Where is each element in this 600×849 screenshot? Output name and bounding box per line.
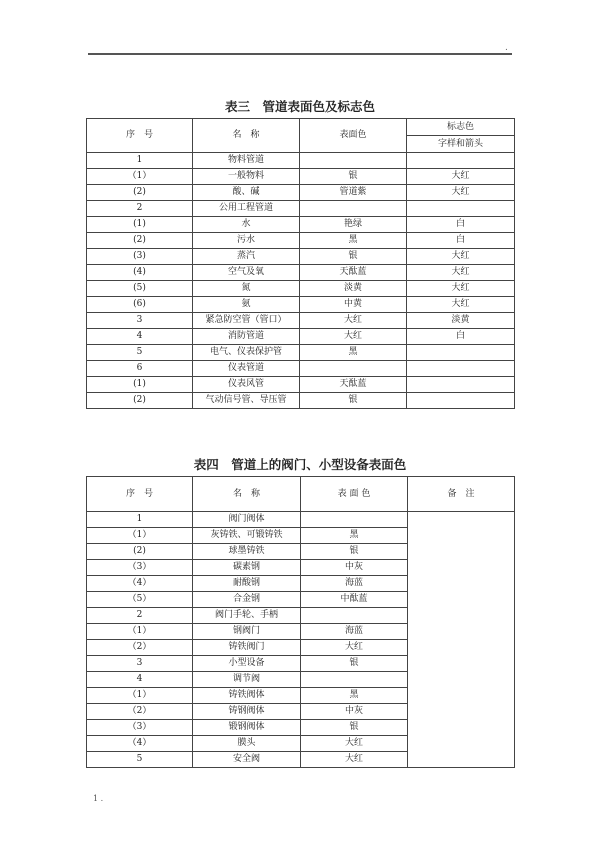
table4-cell-name: 安全阀 [193,752,301,768]
table3-cell-surface: 银 [300,393,407,409]
table3-cell-surface: 淡黄 [300,281,407,297]
table3-cell-name: 仪表风管 [193,377,300,393]
table4-cell-no: 4 [87,672,193,688]
table3-cell-no: (2) [87,393,193,409]
table3-cell-name: 水 [193,217,300,233]
table4-cell-name: 碳素钢 [193,560,301,576]
table4-cell-surface: 黑 [301,528,408,544]
table3-cell-no: (4) [87,265,193,281]
table4-cell-name: 钢阀门 [193,624,301,640]
table3-header-name: 名 称 [193,119,300,153]
table4-title: 表四 管道上的阀门、小型设备表面色 [193,457,407,472]
table4-cell-name: 膜头 [193,736,301,752]
table4-cell-surface [301,608,408,624]
table4-cell-name: 球墨铸铁 [193,544,301,560]
table4-cell-no: 1 [87,512,193,528]
header-rule [88,53,512,55]
table3-cell-name: 消防管道 [193,329,300,345]
table4-cell-name: 铸铁阀门 [193,640,301,656]
table3-cell-mark [407,377,515,393]
table3-cell-no: (5) [87,281,193,297]
table3-cell-mark [407,361,515,377]
table3-cell-no: (2) [87,233,193,249]
table4-cell-name: 阀门手轮、手柄 [193,608,301,624]
table3-cell-no: (6) [87,297,193,313]
table3-row [87,217,515,233]
table3-cell-surface [300,361,407,377]
table3-cell-name: 电气、仪表保护管 [193,345,300,361]
page-footer-mark: 1 . [93,794,104,803]
table3-cell-no: (3) [87,249,193,265]
table4-cell-surface: 海蓝 [301,576,408,592]
table3-cell-name: 紧急防空管（管口） [193,313,300,329]
table3-cell-no: (1) [87,377,193,393]
table3-cell-name: 物料管道 [193,153,300,169]
table3-cell-mark: 白 [407,217,515,233]
table3-cell-mark: 大红 [407,185,515,201]
table3-cell-mark [407,345,515,361]
table3-cell-no: 6 [87,361,193,377]
table3-cell-mark: 大红 [407,265,515,281]
table3-cell-surface: 中黄 [300,297,407,313]
table4-cell-no: （1） [87,688,193,704]
table3-cell-mark: 淡黄 [407,313,515,329]
table3-cell-mark [407,201,515,217]
table3-cell-mark: 大红 [407,297,515,313]
table3-cell-mark [407,393,515,409]
table3-cell-name: 氮 [193,281,300,297]
table3-row [87,329,515,345]
table3-row [87,297,515,313]
table3-cell-no: 1 [87,153,193,169]
table3-row [87,201,515,217]
table3-cell-no: 4 [87,329,193,345]
table4-cell-name: 铸铁阀体 [193,688,301,704]
table3-cell-surface: 银 [300,249,407,265]
table3-row [87,153,515,169]
table3-cell-surface: 天酞蓝 [300,377,407,393]
table4-cell-name: 小型设备 [193,656,301,672]
table4-cell-no: (2) [87,544,193,560]
table3-row [87,345,515,361]
table3-cell-surface: 管道紫 [300,185,407,201]
table3-cell-name: 蒸汽 [193,249,300,265]
table4-row [87,512,515,528]
table4-cell-no: （2） [87,640,193,656]
table3-cell-name: 气动信号管、导压管 [193,393,300,409]
table4-cell-no: （4） [87,736,193,752]
table4-cell-surface: 中灰 [301,560,408,576]
table3-row [87,377,515,393]
table3-cell-name: 氨 [193,297,300,313]
table4-cell-no: （1） [87,624,193,640]
table4-cell-no: （3） [87,720,193,736]
table3-cell-mark: 大红 [407,249,515,265]
table4-cell-surface: 中灰 [301,704,408,720]
table4-cell-surface: 大红 [301,752,408,768]
table3-cell-no: (2) [87,185,193,201]
table3-cell-surface: 艳绿 [300,217,407,233]
table3-cell-mark: 大红 [407,281,515,297]
table3-row [87,233,515,249]
table3-cell-name: 污水 [193,233,300,249]
table4-cell-name: 耐酸钢 [193,576,301,592]
table3-row [87,169,515,185]
table3-cell-no: 5 [87,345,193,361]
table3-cell-no: (1) [87,217,193,233]
table4-cell-name: 灰铸铁、可锻铸铁 [193,528,301,544]
table3-header-mark: 标志色 [407,119,515,136]
table3-row [87,185,515,201]
table4-cell-no: 5 [87,752,193,768]
table3-header-surface: 表面色 [300,119,407,153]
table3-row [87,249,515,265]
table3-cell-no: 3 [87,313,193,329]
table4-cell-surface [301,672,408,688]
table4-cell-surface: 大红 [301,736,408,752]
table3-cell-surface: 大红 [300,329,407,345]
table4-cell-no: （1） [87,528,193,544]
table4-cell-no: （2） [87,704,193,720]
table3-cell-surface [300,201,407,217]
table4-cell-no: （4） [87,576,193,592]
table3-cell-surface: 黑 [300,345,407,361]
table4-header-no: 序 号 [87,477,193,512]
table3 [86,118,515,409]
table4-cell-no: （3） [87,560,193,576]
table3-cell-no: 2 [87,201,193,217]
table4-cell-name: 铸钢阀体 [193,704,301,720]
table4-cell-no: 3 [87,656,193,672]
table3-header-no: 序 号 [87,119,193,153]
table3-cell-name: 公用工程管道 [193,201,300,217]
table3-row [87,361,515,377]
table4-cell-no: 2 [87,608,193,624]
table4-cell-surface: 中酞蓝 [301,592,408,608]
table4-cell-surface: 银 [301,720,408,736]
table3-cell-mark: 白 [407,329,515,345]
table3-cell-name: 仪表管道 [193,361,300,377]
table4-cell-surface: 大红 [301,640,408,656]
table3-row [87,265,515,281]
table4-cell-surface: 海蓝 [301,624,408,640]
table3-row [87,313,515,329]
table4-cell-name: 调节阀 [193,672,301,688]
table3-cell-mark: 白 [407,233,515,249]
table3-cell-mark: 大红 [407,169,515,185]
table3-cell-name: 一般物料 [193,169,300,185]
table4-remark-cell [408,512,515,768]
table3-cell-surface: 黑 [300,233,407,249]
table4-cell-surface: 银 [301,544,408,560]
table3-cell-surface [300,153,407,169]
table3-cell-name: 空气及氧 [193,265,300,281]
table3-cell-surface: 大红 [300,313,407,329]
table4-cell-surface [301,512,408,528]
table3-cell-surface: 天酞蓝 [300,265,407,281]
header-mark: . [505,43,508,53]
table4-header-remark: 备 注 [408,477,515,512]
table4-cell-surface: 银 [301,656,408,672]
table3-cell-name: 酸、碱 [193,185,300,201]
table3-cell-no: （1） [87,169,193,185]
table4-cell-name: 合金钢 [193,592,301,608]
table4-cell-surface: 黑 [301,688,408,704]
table3-title: 表三 管道表面色及标志色 [224,99,375,114]
table4-cell-no: （5） [87,592,193,608]
table4-cell-name: 阀门阀体 [193,512,301,528]
table3-cell-mark [407,153,515,169]
table4-header-surface: 表 面 色 [301,477,408,512]
table3-row [87,393,515,409]
table4 [86,476,515,768]
table3-row [87,281,515,297]
table4-cell-name: 锻钢阀体 [193,720,301,736]
table3-cell-surface: 银 [300,169,407,185]
table4-header-name: 名 称 [193,477,301,512]
table3-header-mark-sub: 字样和箭头 [407,136,515,153]
